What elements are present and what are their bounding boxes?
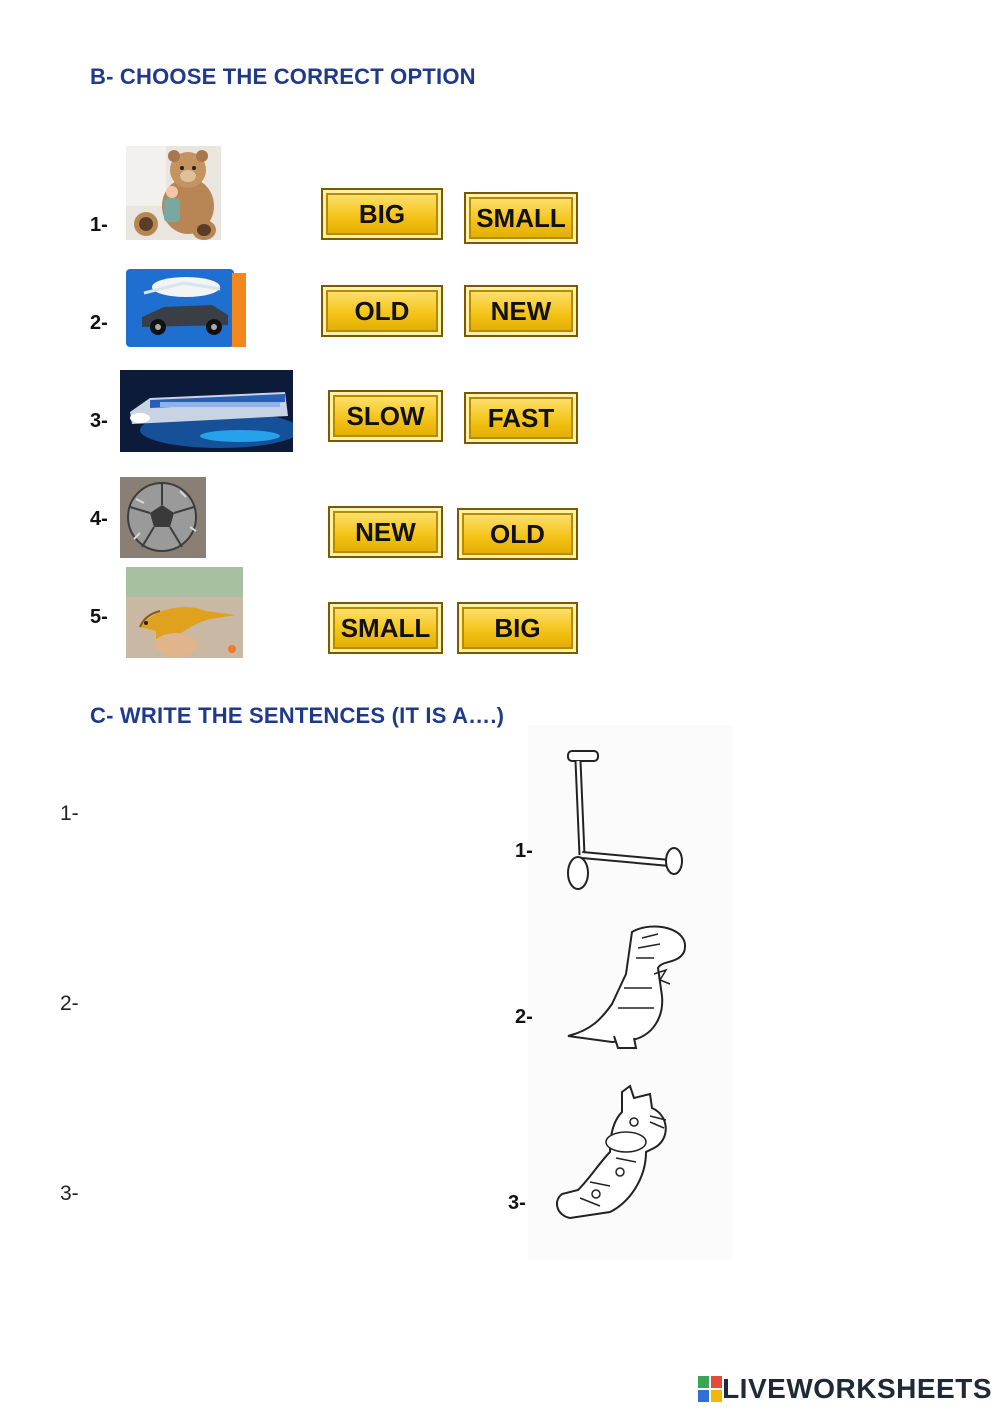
dinosaur-drawing bbox=[562, 918, 697, 1053]
item-4-number: 4- bbox=[90, 508, 108, 530]
option-4b-button[interactable]: OLD bbox=[457, 508, 578, 560]
option-5b-button[interactable]: BIG bbox=[457, 602, 578, 654]
section-b-title: B- CHOOSE THE CORRECT OPTION bbox=[90, 64, 476, 89]
option-2a-button[interactable]: OLD bbox=[321, 285, 443, 337]
toy-dinosaur-image bbox=[126, 567, 243, 658]
logo-mark-icon bbox=[698, 1376, 722, 1402]
toy-train-image bbox=[120, 370, 293, 452]
item-5-number: 5- bbox=[90, 606, 108, 628]
option-2b-button[interactable]: NEW bbox=[464, 285, 578, 337]
option-3a-button[interactable]: SLOW bbox=[328, 390, 443, 442]
answer-line-2-number: 2- bbox=[60, 992, 79, 1015]
item-1-number: 1- bbox=[90, 214, 108, 236]
picture-2-number: 2- bbox=[515, 1006, 533, 1028]
brand-name: LIVEWORKSHEETS bbox=[722, 1373, 992, 1404]
old-ball-image bbox=[120, 477, 206, 558]
toy-car-image bbox=[124, 265, 248, 350]
option-5a-button[interactable]: SMALL bbox=[328, 602, 443, 654]
answer-line-3-number: 3- bbox=[60, 1182, 79, 1205]
answer-line-1-number: 1- bbox=[60, 802, 79, 825]
cat-drawing bbox=[550, 1082, 685, 1227]
section-c-title: C- WRITE THE SENTENCES (IT IS A….) bbox=[90, 703, 505, 728]
teddy-bear-image bbox=[126, 146, 221, 240]
option-1a-button[interactable]: BIG bbox=[321, 188, 443, 240]
option-1b-button[interactable]: SMALL bbox=[464, 192, 578, 244]
picture-1-number: 1- bbox=[515, 840, 533, 862]
item-2-number: 2- bbox=[90, 312, 108, 334]
scooter-drawing bbox=[560, 745, 690, 895]
item-3-number: 3- bbox=[90, 410, 108, 432]
option-4a-button[interactable]: NEW bbox=[328, 506, 443, 558]
option-3b-button[interactable]: FAST bbox=[464, 392, 578, 444]
picture-3-number: 3- bbox=[508, 1192, 526, 1214]
liveworksheets-logo bbox=[698, 1373, 992, 1405]
